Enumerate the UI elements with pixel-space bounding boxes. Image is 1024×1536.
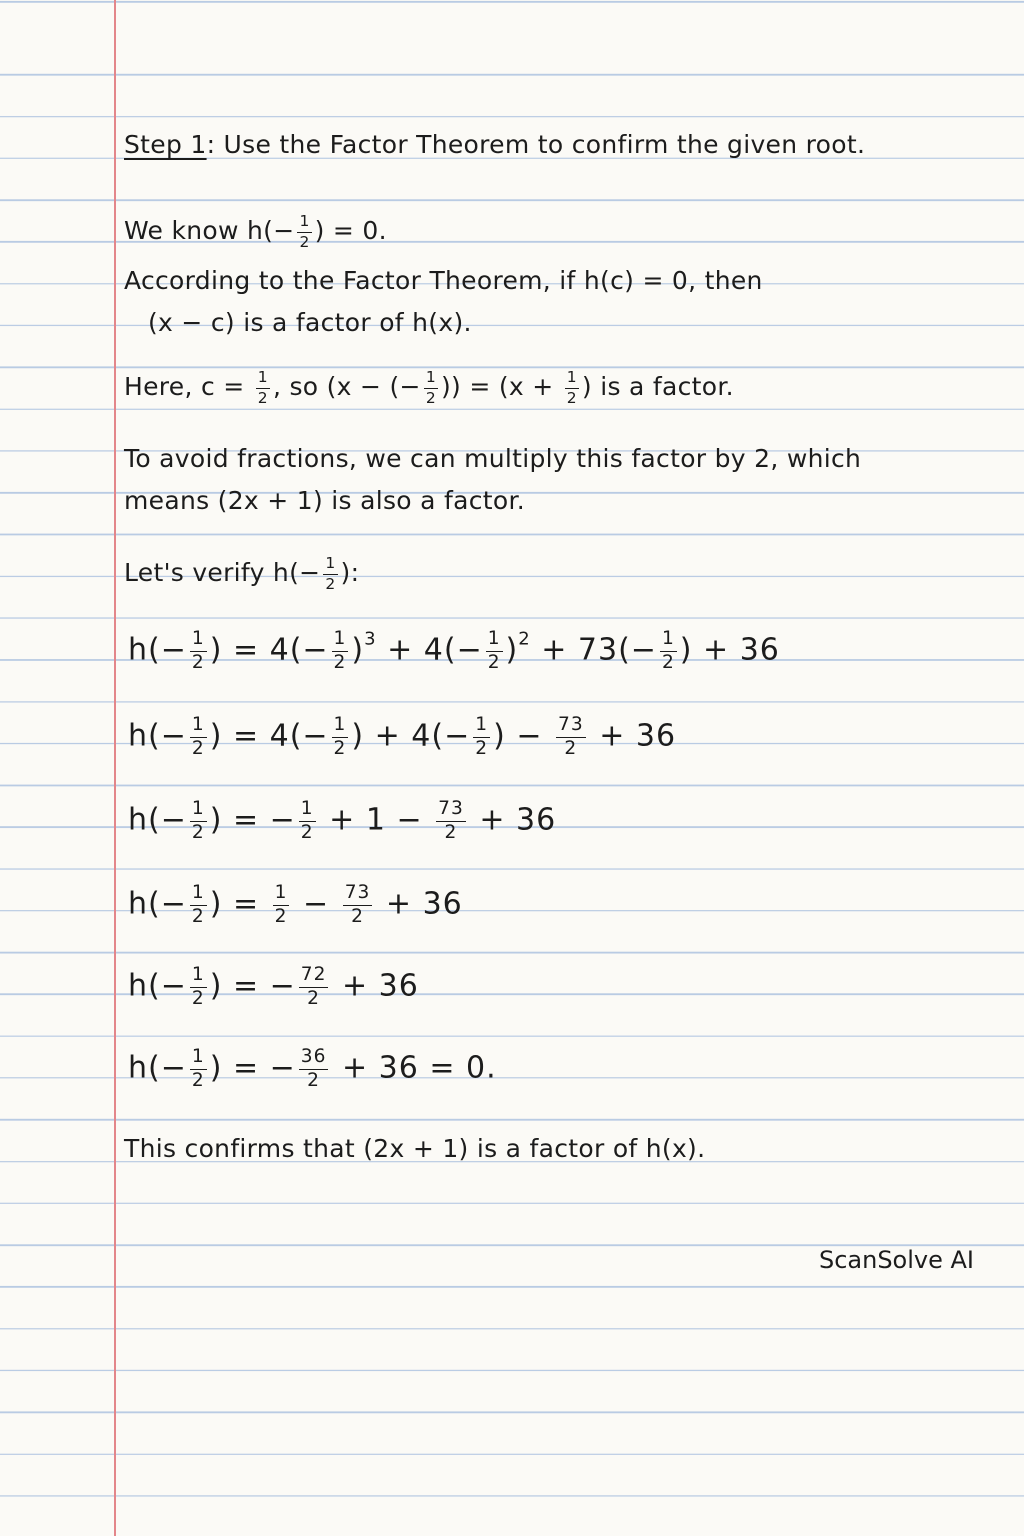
avoid-fractions-line-1: To avoid fractions, we can multiply this factor by 2, which: [124, 444, 862, 473]
fraction: $\frac{1}{2}$: [299, 212, 310, 251]
exponent: 3: [364, 628, 377, 650]
step-label: Step 1: [124, 130, 207, 159]
fraction: $\frac{1}{2}$: [325, 554, 336, 593]
fraction: $\frac{1}{2}$: [661, 628, 675, 673]
fraction: $\frac{1}{2}$: [333, 714, 347, 759]
step-heading: [124, 130, 865, 160]
fraction: $\frac{72}{2}$: [300, 964, 327, 1009]
fraction: $\frac{73}{2}$: [344, 882, 371, 927]
fraction: $\frac{1}{2}$: [191, 882, 205, 927]
exponent: 2: [518, 628, 531, 650]
fraction: $\frac{1}{2}$: [274, 882, 288, 927]
margin-line: [114, 0, 116, 1536]
equation-line: h(− $\frac{1}{2}$ ) = − $\frac{72}{2}$ + 36: [128, 964, 419, 1009]
fraction: $\frac{1}{2}$: [191, 964, 205, 1009]
conclusion-line: This confirms that (2x + 1) is a factor of h(x).: [124, 1134, 706, 1163]
theorem-line-1: According to the Factor Theorem, if h(c) = 0, then: [124, 266, 763, 295]
equation-line: h(− $\frac{1}{2}$ ) = 4(− $\frac{1}{2}$ ) + 4(− $\frac{1}{2}$ ) − $\frac{73}{2}$ + 36: [128, 714, 677, 759]
fraction: $\frac{1}{2}$: [300, 798, 314, 843]
fraction: $\frac{1}{2}$: [191, 1046, 205, 1091]
fraction: $\frac{1}{2}$: [487, 628, 501, 673]
equation-line: h(− $\frac{1}{2}$ ) = $\frac{1}{2}$ − $\frac{73}{2}$ + 36: [128, 882, 463, 927]
fraction: $\frac{73}{2}$: [558, 714, 584, 759]
fraction: $\frac{1}{2}$: [191, 628, 205, 673]
verify-line: Let's verify h(− $\frac{1}{2}$ ):: [124, 554, 360, 593]
equation-line: h(− $\frac{1}{2}$ ) = − $\frac{1}{2}$ + 1 − $\frac{73}{2}$ + 36: [128, 798, 557, 843]
step-title: : Use the Factor Theorem to confirm the given root.: [206, 130, 866, 159]
fraction: $\frac{1}{2}$: [425, 368, 436, 407]
avoid-fractions-line-2: means (2x + 1) is also a factor.: [124, 486, 525, 515]
fraction: $\frac{1}{2}$: [333, 628, 347, 673]
fraction: $\frac{73}{2}$: [438, 798, 464, 843]
equation-line: h(− $\frac{1}{2}$ ) = − $\frac{36}{2}$ + 36 = 0.: [128, 1046, 497, 1091]
signature: ScanSolve AI: [818, 1246, 974, 1274]
here-line: Here, c = $\frac{1}{2}$ , so (x − (− $\frac{1}{2}$ )) = (x + $\frac{1}{2}$ ) is a factor.: [124, 368, 734, 407]
fraction: $\frac{1}{2}$: [257, 368, 268, 407]
fraction: $\frac{1}{2}$: [191, 798, 205, 843]
fraction: $\frac{1}{2}$: [566, 368, 577, 407]
equation-line: h(− $\frac{1}{2}$ ) = 4(− $\frac{1}{2}$ )$^3$ + 4(− $\frac{1}{2}$ )$^2$ + 73(− $\frac{1}{2}$ ) + 36: [128, 628, 780, 673]
fraction: $\frac{1}{2}$: [475, 714, 489, 759]
fraction: $\frac{1}{2}$: [191, 714, 205, 759]
fraction: $\frac{36}{2}$: [300, 1046, 327, 1091]
known-root-line: We know h(− $\frac{1}{2}$ ) = 0.: [124, 212, 387, 251]
theorem-line-2: (x − c) is a factor of h(x).: [148, 308, 472, 337]
